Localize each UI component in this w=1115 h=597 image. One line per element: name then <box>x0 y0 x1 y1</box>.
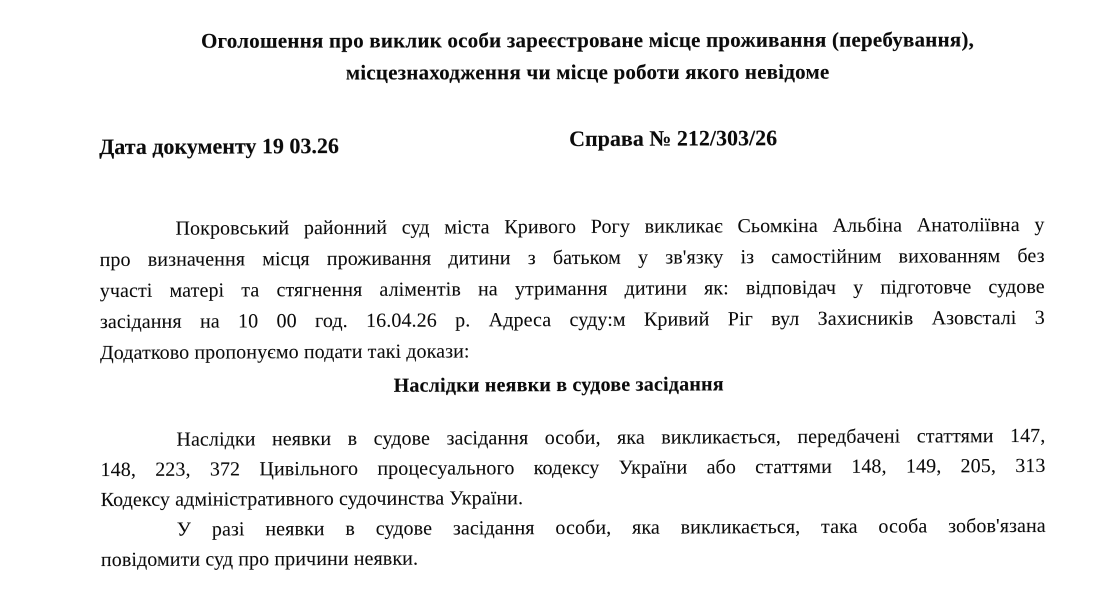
summons-line-1: Покровський районний суд міста Кривого Рогу викликає Сьомкіна Альбіна Анатоліївна у <box>175 213 1045 240</box>
summons-line-2: про визначення місця проживання дитини з батьком у зв'язку із самостійним вихованням без <box>99 244 1045 272</box>
consequences-line-1: Наслідки неявки в судове засідання особи, яка викликається, передбачені статтями 147, <box>176 424 1046 451</box>
document-title <box>115 23 1060 89</box>
consequences-heading: Наслідки неявки в судове засідання <box>393 373 724 397</box>
meta-row <box>99 125 1044 162</box>
summons-line-5: Додатково пропонуємо подати такі докази: <box>99 340 470 364</box>
document-body <box>99 125 1046 575</box>
consequences-line-3: Кодексу адміністративного судочинства України. <box>100 487 524 511</box>
obligation-line-2: повідомити суд про причини неявки. <box>100 547 419 571</box>
document-content <box>100 0 1045 575</box>
document-date: Дата документу 19 03.26 <box>99 132 339 160</box>
consequences-line-2: 148, 223, 372 Цивільного процесуального кодексу України або статтями 148, 149, 205, 313 <box>100 454 1046 481</box>
obligation-paragraph <box>101 511 1046 575</box>
document-title-line-2: місцезнаходження чи місце роботи якого невідоме <box>345 59 830 85</box>
obligation-line-1: У разі неявки в судове засідання особи, яка викликається, така особа зобов'язана <box>176 514 1046 541</box>
case-number: Справа № 212/303/26 <box>569 125 778 151</box>
consequences-paragraph <box>100 421 1045 515</box>
document-title-line-1: Оголошення про виклик особи зареєстроване місце проживання (перебування), <box>200 27 974 53</box>
summons-line-4: засідання на 10 00 год. 16.04.26 р. Адреса суду:м Кривий Ріг вул Захисників Азовсталі 3 <box>99 306 1045 334</box>
summons-paragraph <box>99 210 1045 369</box>
summons-line-3: участі матері та стягнення аліментів на утримання дитини як: відповідач у підготовче судове <box>99 275 1045 303</box>
